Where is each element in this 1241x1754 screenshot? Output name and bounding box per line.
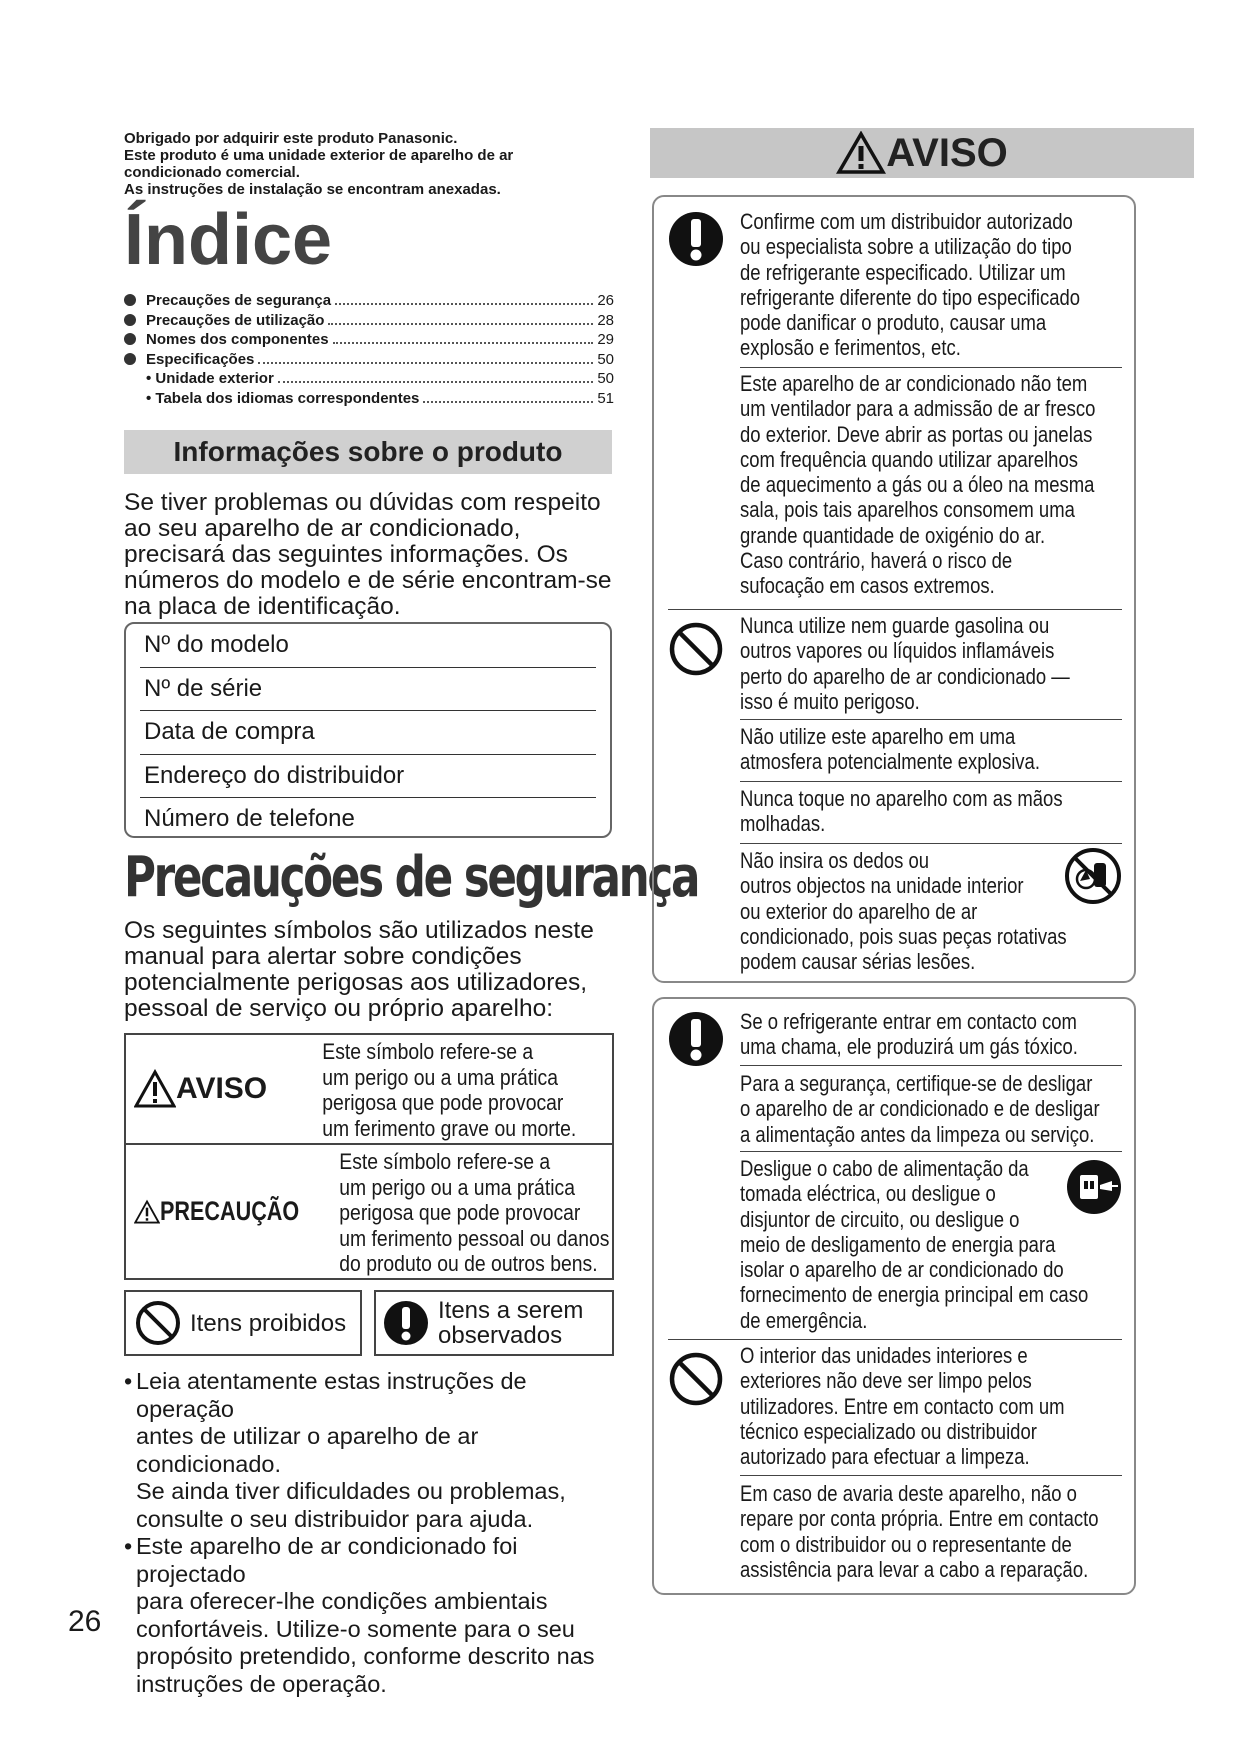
bullet-mark: • xyxy=(124,1533,133,1559)
warning-line: Não insira os dedos ou xyxy=(740,848,930,873)
desc-line: perigosa que pode provocar xyxy=(322,1090,564,1115)
warning-line: pode danificar o produto, causar uma xyxy=(740,310,1047,336)
warning-line: técnico especializado ou distribuidor xyxy=(740,1418,1037,1444)
warning-line: condicionado, pois suas peças rotativas xyxy=(740,923,1067,949)
intro-line: Este produto é uma unidade exterior de aparelho de ar xyxy=(124,147,514,164)
warning-line: sufocação em casos extremos. xyxy=(740,573,995,599)
warning-line: Se o refrigerante entrar em contacto com xyxy=(740,1009,1077,1034)
desc-line: do produto ou de outros bens. xyxy=(339,1251,598,1276)
toc-label: Nomes dos componentes xyxy=(146,331,329,348)
precaucao-description xyxy=(334,1145,609,1278)
prohibited-icon xyxy=(668,1351,724,1407)
aviso-header-text: AVISO xyxy=(886,130,1008,175)
desc-line: um ferimento grave ou morte. xyxy=(322,1115,577,1141)
prohibited-icon xyxy=(134,1299,182,1347)
bullet-line: confortáveis. Utilize-o somente para o seu xyxy=(136,1615,575,1642)
warning-line: de emergência. xyxy=(740,1307,868,1333)
intro-line: condicionado comercial. xyxy=(124,164,300,181)
warning-line: utilizadores. Entre em contacto com um xyxy=(740,1393,1065,1419)
warning-line: outros vapores ou líquidos inflamáveis xyxy=(740,638,1055,664)
no-fingers-fan-icon xyxy=(1064,847,1122,905)
warning-line: refrigerante diferente do tipo especificado xyxy=(740,284,1081,310)
bullet-icon xyxy=(124,294,136,306)
bullet-line: antes de utilizar o aparelho de ar condicionado. xyxy=(136,1423,479,1477)
warning-text xyxy=(740,1009,1126,1060)
warning-line: do exterior. Deve abrir as portas ou janelas xyxy=(740,421,1093,447)
legend-observe-text xyxy=(438,1298,583,1348)
divider xyxy=(740,1065,1122,1066)
bullet-mark: • xyxy=(124,1368,133,1394)
warning-line: explosão e ferimentos, etc. xyxy=(740,335,961,361)
aviso-header xyxy=(650,128,1194,178)
legend-observe xyxy=(374,1290,614,1356)
toc-leader xyxy=(328,312,593,325)
warning-line: Em caso de avaria deste aparelho, não o xyxy=(740,1481,1077,1506)
warning-line: ou especialista sobre a utilização do tipo xyxy=(740,234,1072,260)
toc-item[interactable] xyxy=(124,312,614,332)
desc-line: um perigo ou a uma prática xyxy=(322,1064,559,1090)
warning-line: o aparelho de ar condicionado e de desligar xyxy=(740,1096,1100,1122)
toc-item[interactable] xyxy=(124,351,614,371)
model-number-field: Nº do modelo xyxy=(140,624,596,668)
divider xyxy=(740,1151,1122,1152)
warning-line: fornecimento de energia principal em caso xyxy=(740,1282,1089,1308)
aviso-label-text: AVISO xyxy=(176,1072,268,1105)
warning-line: Confirme com um distribuidor autorizado xyxy=(740,209,1073,234)
divider xyxy=(740,719,1122,720)
bullet-line: propósito pretendido, conforme descrito nas xyxy=(136,1643,595,1669)
warning-line: Para a segurança, certifique-se de desligar xyxy=(740,1071,1093,1096)
warning-line: com frequência quando utilizar aparelhos xyxy=(740,446,1078,472)
desc-line: Este símbolo refere-se a xyxy=(322,1039,534,1064)
toc-leader xyxy=(258,351,593,364)
list-item xyxy=(124,1368,624,1533)
warning-line: O interior das unidades interiores e xyxy=(740,1343,1028,1368)
safety-intro-text: Os seguintes símbolos são utilizados neste manual para alertar sobre condições potencialmente perigosas aos utilizadores, pessoal de serviço ou próprio aparelho: xyxy=(124,917,594,1022)
bullet-line: para oferecer-lhe condições ambientais xyxy=(136,1588,548,1614)
desc-line: um perigo ou a uma prática xyxy=(339,1174,575,1200)
toc-label: • Tabela dos idiomas correspondentes xyxy=(146,389,420,407)
warning-line: isolar o aparelho de ar condicionado do xyxy=(740,1257,1064,1283)
legend-forbidden xyxy=(124,1290,362,1356)
product-info-text: Se tiver problemas ou dúvidas com respeito ao seu aparelho de ar condicionado, precisará das seguintes informações. Os números do modelo e de série encontram-se na placa de identificação. xyxy=(124,489,612,620)
toc-label: Precauções de utilização xyxy=(146,311,325,329)
aviso-row xyxy=(126,1035,612,1145)
product-info-header: Informações sobre o produto xyxy=(124,430,612,474)
warning-line: Este aparelho de ar condicionado não tem xyxy=(740,371,1088,396)
product-info-form xyxy=(124,622,612,838)
warning-line: repare por conta própria. Entre em contacto xyxy=(740,1506,1099,1532)
toc-item[interactable] xyxy=(124,331,614,351)
legend-line: Itens a serem xyxy=(438,1297,584,1324)
warning-line: podem causar sérias lesões. xyxy=(740,949,976,975)
desc-line: Este símbolo refere-se a xyxy=(339,1149,551,1174)
index-title: Índice xyxy=(124,200,333,280)
intro-line: Obrigado por adquirir este produto Panasonic. xyxy=(124,130,458,147)
table-of-contents xyxy=(124,292,614,409)
mandatory-icon xyxy=(668,1011,724,1067)
intro-text xyxy=(124,130,624,198)
warning-line: autorizado para efectuar a limpeza. xyxy=(740,1444,1030,1470)
precaucao-label-text: PRECAUÇÃO xyxy=(159,1196,300,1226)
phone-number-field: Número de telefone xyxy=(144,805,355,832)
aviso-label xyxy=(126,1035,317,1143)
warning-line: Não utilize este aparelho em uma xyxy=(740,724,1016,749)
warning-line: com o distribuidor ou o representante de xyxy=(740,1531,1072,1557)
warning-line: uma chama, ele produzirá um gás tóxico. xyxy=(740,1034,1078,1060)
toc-label: Especificações xyxy=(146,350,255,368)
bullet-line: Leia atentamente estas instruções de operação xyxy=(136,1368,527,1422)
warning-line: tomada eléctrica, ou desligue o xyxy=(740,1181,996,1207)
warning-triangle-icon xyxy=(134,1069,176,1109)
mandatory-icon xyxy=(382,1299,430,1347)
legend-forbidden-text: Itens proibidos xyxy=(190,1309,347,1337)
warning-line: perto do aparelho de ar condicionado — xyxy=(740,663,1070,689)
warning-panel-2 xyxy=(652,997,1136,1595)
warning-line: Caso contrário, haverá o risco de xyxy=(740,548,1013,574)
toc-leader xyxy=(423,390,593,403)
desc-line: um ferimento pessoal ou danos xyxy=(339,1225,610,1251)
prohibited-icon xyxy=(668,621,724,677)
toc-page: 28 xyxy=(597,311,614,329)
usage-notes xyxy=(124,1368,624,1698)
toc-page: 50 xyxy=(597,350,614,368)
warning-line: atmosfera potencialmente explosiva. xyxy=(740,749,1040,775)
mandatory-icon xyxy=(668,211,724,267)
precaucao-label xyxy=(126,1145,334,1278)
warning-line: Desligue o cabo de alimentação da xyxy=(740,1156,1029,1181)
unplug-icon xyxy=(1066,1159,1122,1215)
toc-leader xyxy=(333,331,594,344)
divider xyxy=(668,609,1122,610)
bullet-icon xyxy=(124,333,136,345)
warning-line: meio de desligamento de energia para xyxy=(740,1231,1056,1257)
warning-line: sala, pois tais aparelhos consomem uma xyxy=(740,497,1075,523)
toc-item[interactable] xyxy=(124,292,614,312)
divider xyxy=(740,1475,1122,1476)
bullet-icon xyxy=(124,353,136,365)
warning-triangle-icon xyxy=(836,131,886,175)
toc-page: 29 xyxy=(597,331,614,348)
toc-page: 50 xyxy=(597,370,614,387)
warning-line: a alimentação antes da limpeza ou serviço. xyxy=(740,1121,1095,1147)
warning-text xyxy=(740,1071,1126,1147)
warning-panel-1 xyxy=(652,195,1136,983)
warning-line: um ventilador para a admissão de ar fresco xyxy=(740,396,1096,422)
warning-line: ou exterior do aparelho de ar xyxy=(740,898,978,924)
warning-line: isso é muito perigoso. xyxy=(740,688,920,714)
desc-line: perigosa que pode provocar xyxy=(339,1200,581,1225)
warning-line: grande quantidade de oxigénio do ar. xyxy=(740,522,1046,548)
purchase-date-field: Data de compra xyxy=(140,711,596,755)
bullet-icon xyxy=(124,314,136,326)
bullet-line: consulte o seu distribuidor para ajuda. xyxy=(136,1505,534,1532)
toc-label: Precauções de segurança xyxy=(146,292,332,309)
warning-text xyxy=(740,724,1126,775)
warning-line: de aquecimento a gás ou a óleo na mesma xyxy=(740,472,1095,498)
warning-text xyxy=(740,786,1126,837)
warning-line: outros objectos na unidade interior xyxy=(740,873,1024,899)
warning-line: assistência para levar a cabo a reparação. xyxy=(740,1556,1089,1582)
toc-subitem[interactable] xyxy=(124,370,614,390)
aviso-description xyxy=(317,1035,576,1143)
toc-subitem[interactable] xyxy=(124,390,614,410)
dealer-address-field: Endereço do distribuidor xyxy=(140,755,596,799)
warning-text xyxy=(740,613,1126,714)
safety-title: Precauções de segurança xyxy=(124,845,699,910)
warning-line: de refrigerante especificado. Utilizar um xyxy=(740,259,1066,285)
warning-line: disjuntor de circuito, ou desligue o xyxy=(740,1206,1020,1232)
warning-text xyxy=(740,209,1126,361)
warning-line: Nunca utilize nem guarde gasolina ou xyxy=(740,613,1050,638)
bullet-line: instruções de operação. xyxy=(136,1670,387,1697)
warning-line: Nunca toque no aparelho com as mãos xyxy=(740,786,1063,811)
divider xyxy=(740,781,1122,782)
serial-number-field: Nº de série xyxy=(140,668,596,712)
warning-text xyxy=(740,371,1126,599)
intro-line: As instruções de instalação se encontram anexadas. xyxy=(124,181,501,198)
symbols-table xyxy=(124,1033,614,1280)
toc-label: • Unidade exterior xyxy=(146,370,274,387)
warning-text xyxy=(740,1343,1126,1469)
bullet-line: Este aparelho de ar condicionado foi projectado xyxy=(136,1533,518,1587)
toc-page: 51 xyxy=(597,389,614,407)
warning-line: molhadas. xyxy=(740,811,826,837)
warning-text xyxy=(740,1481,1126,1582)
caution-triangle-icon xyxy=(134,1192,160,1232)
bullet-line: Se ainda tiver dificuldades ou problemas, xyxy=(136,1478,566,1504)
divider xyxy=(740,843,1122,844)
divider xyxy=(740,367,1122,368)
divider xyxy=(668,1339,1122,1340)
legend-line: observados xyxy=(438,1322,563,1349)
toc-leader xyxy=(335,292,593,305)
list-item xyxy=(124,1533,624,1698)
toc-page: 26 xyxy=(597,292,614,309)
page-number: 26 xyxy=(68,1605,102,1638)
toc-leader xyxy=(278,370,594,383)
precaucao-row xyxy=(126,1145,612,1278)
warning-line: exteriores não deve ser limpo pelos xyxy=(740,1368,1032,1394)
